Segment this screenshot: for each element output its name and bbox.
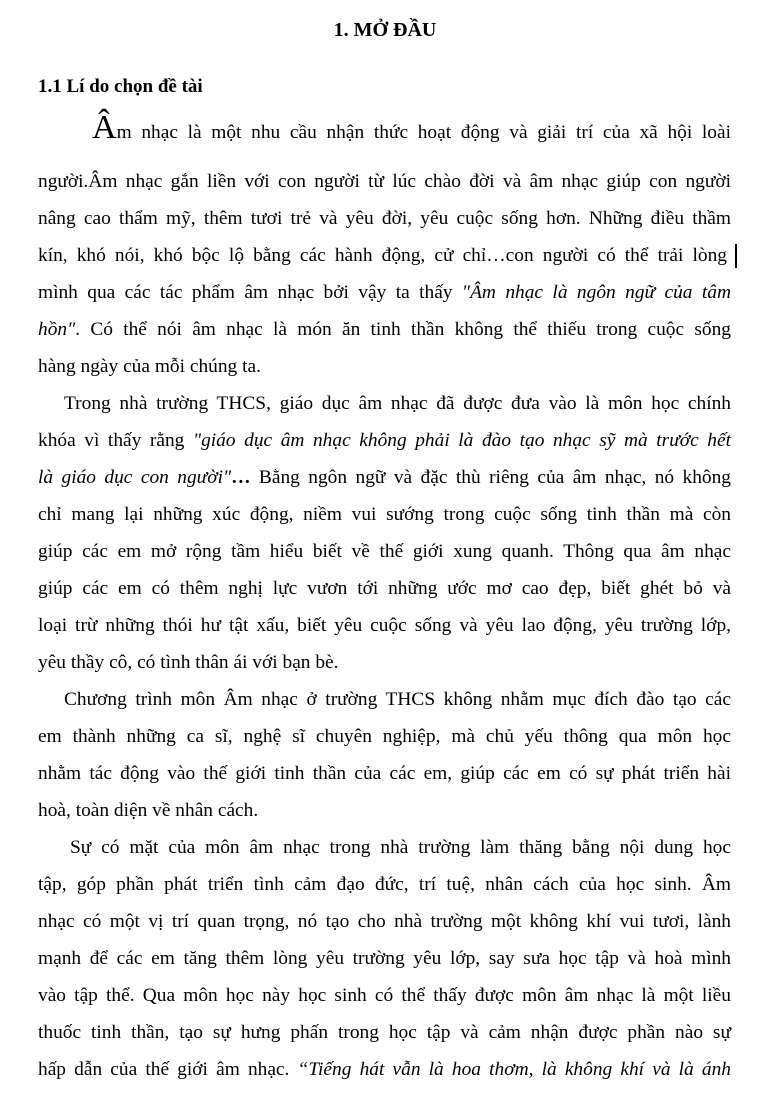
text-line: là giáo dục con người"… Bằng ngôn ngữ và đặc thù riêng của âm nhạc, nó không <box>38 467 731 488</box>
text-line: yêu thầy cô, có tình thân ái với bạn bè. <box>38 652 339 673</box>
text-line: mạnh để các em tăng thêm lòng yêu trường yêu lớp, say sưa học tập và hoà mình <box>38 948 731 969</box>
text-line: nâng cao thẩm mỹ, thêm tươi trẻ và yêu đời, yêu cuộc sống hơn. Những điều thầm <box>38 208 731 229</box>
quote-text: "Âm nhạc là ngôn ngữ của tâm <box>461 282 732 303</box>
quote-text: “Tiếng hát vẫn là hoa thơm, là không khí và là ánh <box>297 1059 731 1080</box>
text-line: hấp dẫn của thế giới âm nhạc. “Tiếng hát vẫn là hoa thơm, là không khí và là ánh <box>38 1059 731 1080</box>
text-line: hoà, toàn diện về nhân cách. <box>38 800 259 821</box>
text-line: Sự có mặt của môn âm nhạc trong nhà trường làm thăng bằng nội dung học <box>70 837 731 858</box>
text-line: khóa vì thấy rằng "giáo dục âm nhạc không phải là đào tạo nhạc sỹ mà trước hết <box>38 430 731 451</box>
text-line: em thành những ca sĩ, nghệ sĩ chuyên nghiệp, mà chủ yếu thông qua môn học <box>38 726 731 747</box>
text-line: Trong nhà trường THCS, giáo dục âm nhạc đã được đưa vào là môn học chính <box>64 393 731 414</box>
text-cursor <box>735 244 737 268</box>
quote-text: "giáo dục âm nhạc không phải là đào tạo nhạc sỹ mà trước hết <box>192 430 731 451</box>
section-heading: 1.1 Lí do chọn đề tài <box>38 76 203 97</box>
text-line: giúp các em có thêm nghị lực vươn tới những ước mơ cao đẹp, biết ghét bỏ và <box>38 578 731 599</box>
quote-text: là giáo dục con người" <box>38 467 232 488</box>
text-line: giúp các em mở rộng tầm hiểu biết về thế giới xung quanh. Thông qua âm nhạc <box>38 541 731 562</box>
text-line: vào tập thể. Qua môn học này học sinh có thể thấy được môn âm nhạc là một liều <box>38 985 731 1006</box>
text-line: tập, góp phần phát triển tình cảm đạo đức, trí tuệ, nhân cách của học sinh. Âm <box>38 874 731 895</box>
text-line: nhạc có một vị trí quan trọng, nó tạo cho nhà trường một không khí vui tươi, lành <box>38 911 731 932</box>
text-line: chỉ mang lại những xúc động, niềm vui sướng trong cuộc sống tinh thần mà còn <box>38 504 731 525</box>
text-line: hồn". Có thể nói âm nhạc là món ăn tinh thần không thể thiếu trong cuộc sống <box>38 319 731 340</box>
text-line: Âm nhạc là một nhu cầu nhận thức hoạt động và giải trí của xã hội loài <box>92 109 731 146</box>
text-line: người.Âm nhạc gắn liền với con người từ lúc chào đời và âm nhạc giúp con người <box>38 171 731 192</box>
text-line: kín, khó nói, khó bộc lộ bằng các hành động, cử chỉ…con người có thể trải lòng <box>38 245 727 266</box>
text-line: Chương trình môn Âm nhạc ở trường THCS không nhằm mục đích đào tạo các <box>64 689 731 710</box>
text-line: loại trừ những thói hư tật xấu, biết yêu cuộc sống và yêu lao động, yêu trường lớp, <box>38 615 731 636</box>
page-title: 1. MỞ ĐẦU <box>333 19 437 41</box>
quote-text: hồn" <box>38 319 76 340</box>
text-line: hàng ngày của mỗi chúng ta. <box>38 356 261 377</box>
text-line: mình qua các tác phẩm âm nhạc bởi vậy ta thấy "Âm nhạc là ngôn ngữ của tâm <box>38 282 732 303</box>
text-line: thuốc tinh thần, tạo sự hưng phấn trong học tập và cảm nhận được phần nào sự <box>38 1022 731 1043</box>
text-line: nhằm tác động vào thế giới tinh thần của các em, giúp các em có sự phát triển hài <box>38 763 731 784</box>
drop-cap: Â <box>92 109 117 146</box>
